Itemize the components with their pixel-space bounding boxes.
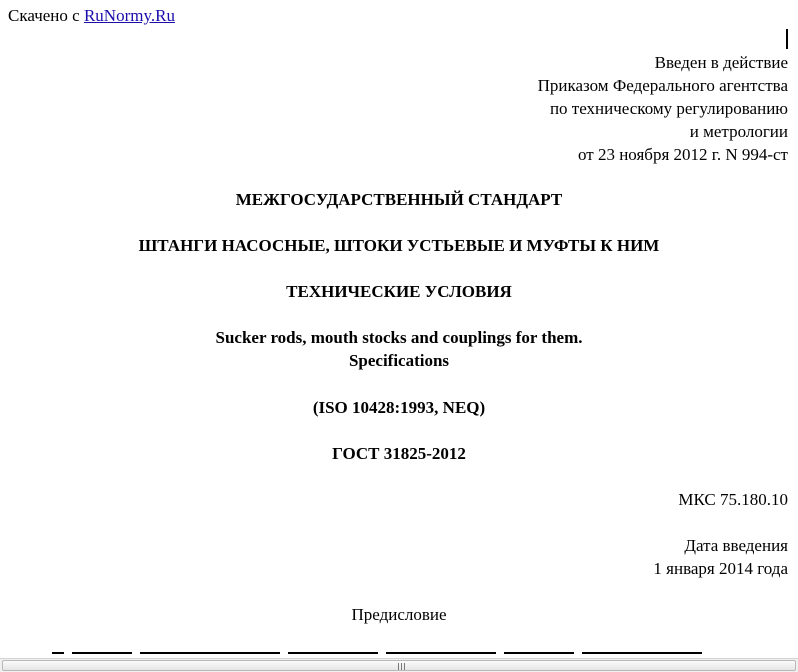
english-title-line2: Specifications: [348, 351, 450, 370]
download-source-line: [8, 5, 175, 27]
enactment-block: [538, 51, 788, 166]
download-source-prefix: Скачено с: [8, 6, 84, 25]
standard-type-heading: МЕЖГОСУДАРСТВЕННЫЙ СТАНДАРТ: [235, 190, 563, 209]
scrollbar-grip-icon: [396, 663, 408, 670]
iso-reference: (ISO 10428:1993, NEQ): [312, 398, 486, 417]
runormy-link[interactable]: RuNormy.Ru: [83, 6, 175, 25]
document-subtitle: ТЕХНИЧЕСКИЕ УСЛОВИЯ: [286, 282, 512, 301]
mks-code: МКС 75.180.10: [678, 490, 788, 509]
text-cursor: [786, 29, 788, 49]
english-title-line1: Sucker rods, mouth stocks and couplings for them.: [215, 328, 583, 347]
enactment-line: по техническому регулированию: [549, 99, 788, 118]
document-title: ШТАНГИ НАСОСНЫЕ, ШТОКИ УСТЬЕВЫЕ И МУФТЫ К НИМ: [138, 236, 660, 255]
scrollbar-thumb[interactable]: [2, 660, 796, 671]
enactment-line: Введен в действие: [654, 53, 788, 72]
gost-number: ГОСТ 31825-2012: [332, 444, 466, 463]
preface-heading: Предисловие: [351, 605, 447, 624]
enactment-line: и метрологии: [689, 122, 788, 141]
enactment-line: от 23 ноября 2012 г. N 994-ст: [578, 145, 788, 164]
enactment-line: Приказом Федерального агентства: [537, 76, 788, 95]
horizontal-scrollbar[interactable]: [0, 658, 798, 672]
intro-date-label: Дата введения: [684, 536, 788, 555]
intro-date-value: 1 января 2014 года: [653, 559, 788, 578]
